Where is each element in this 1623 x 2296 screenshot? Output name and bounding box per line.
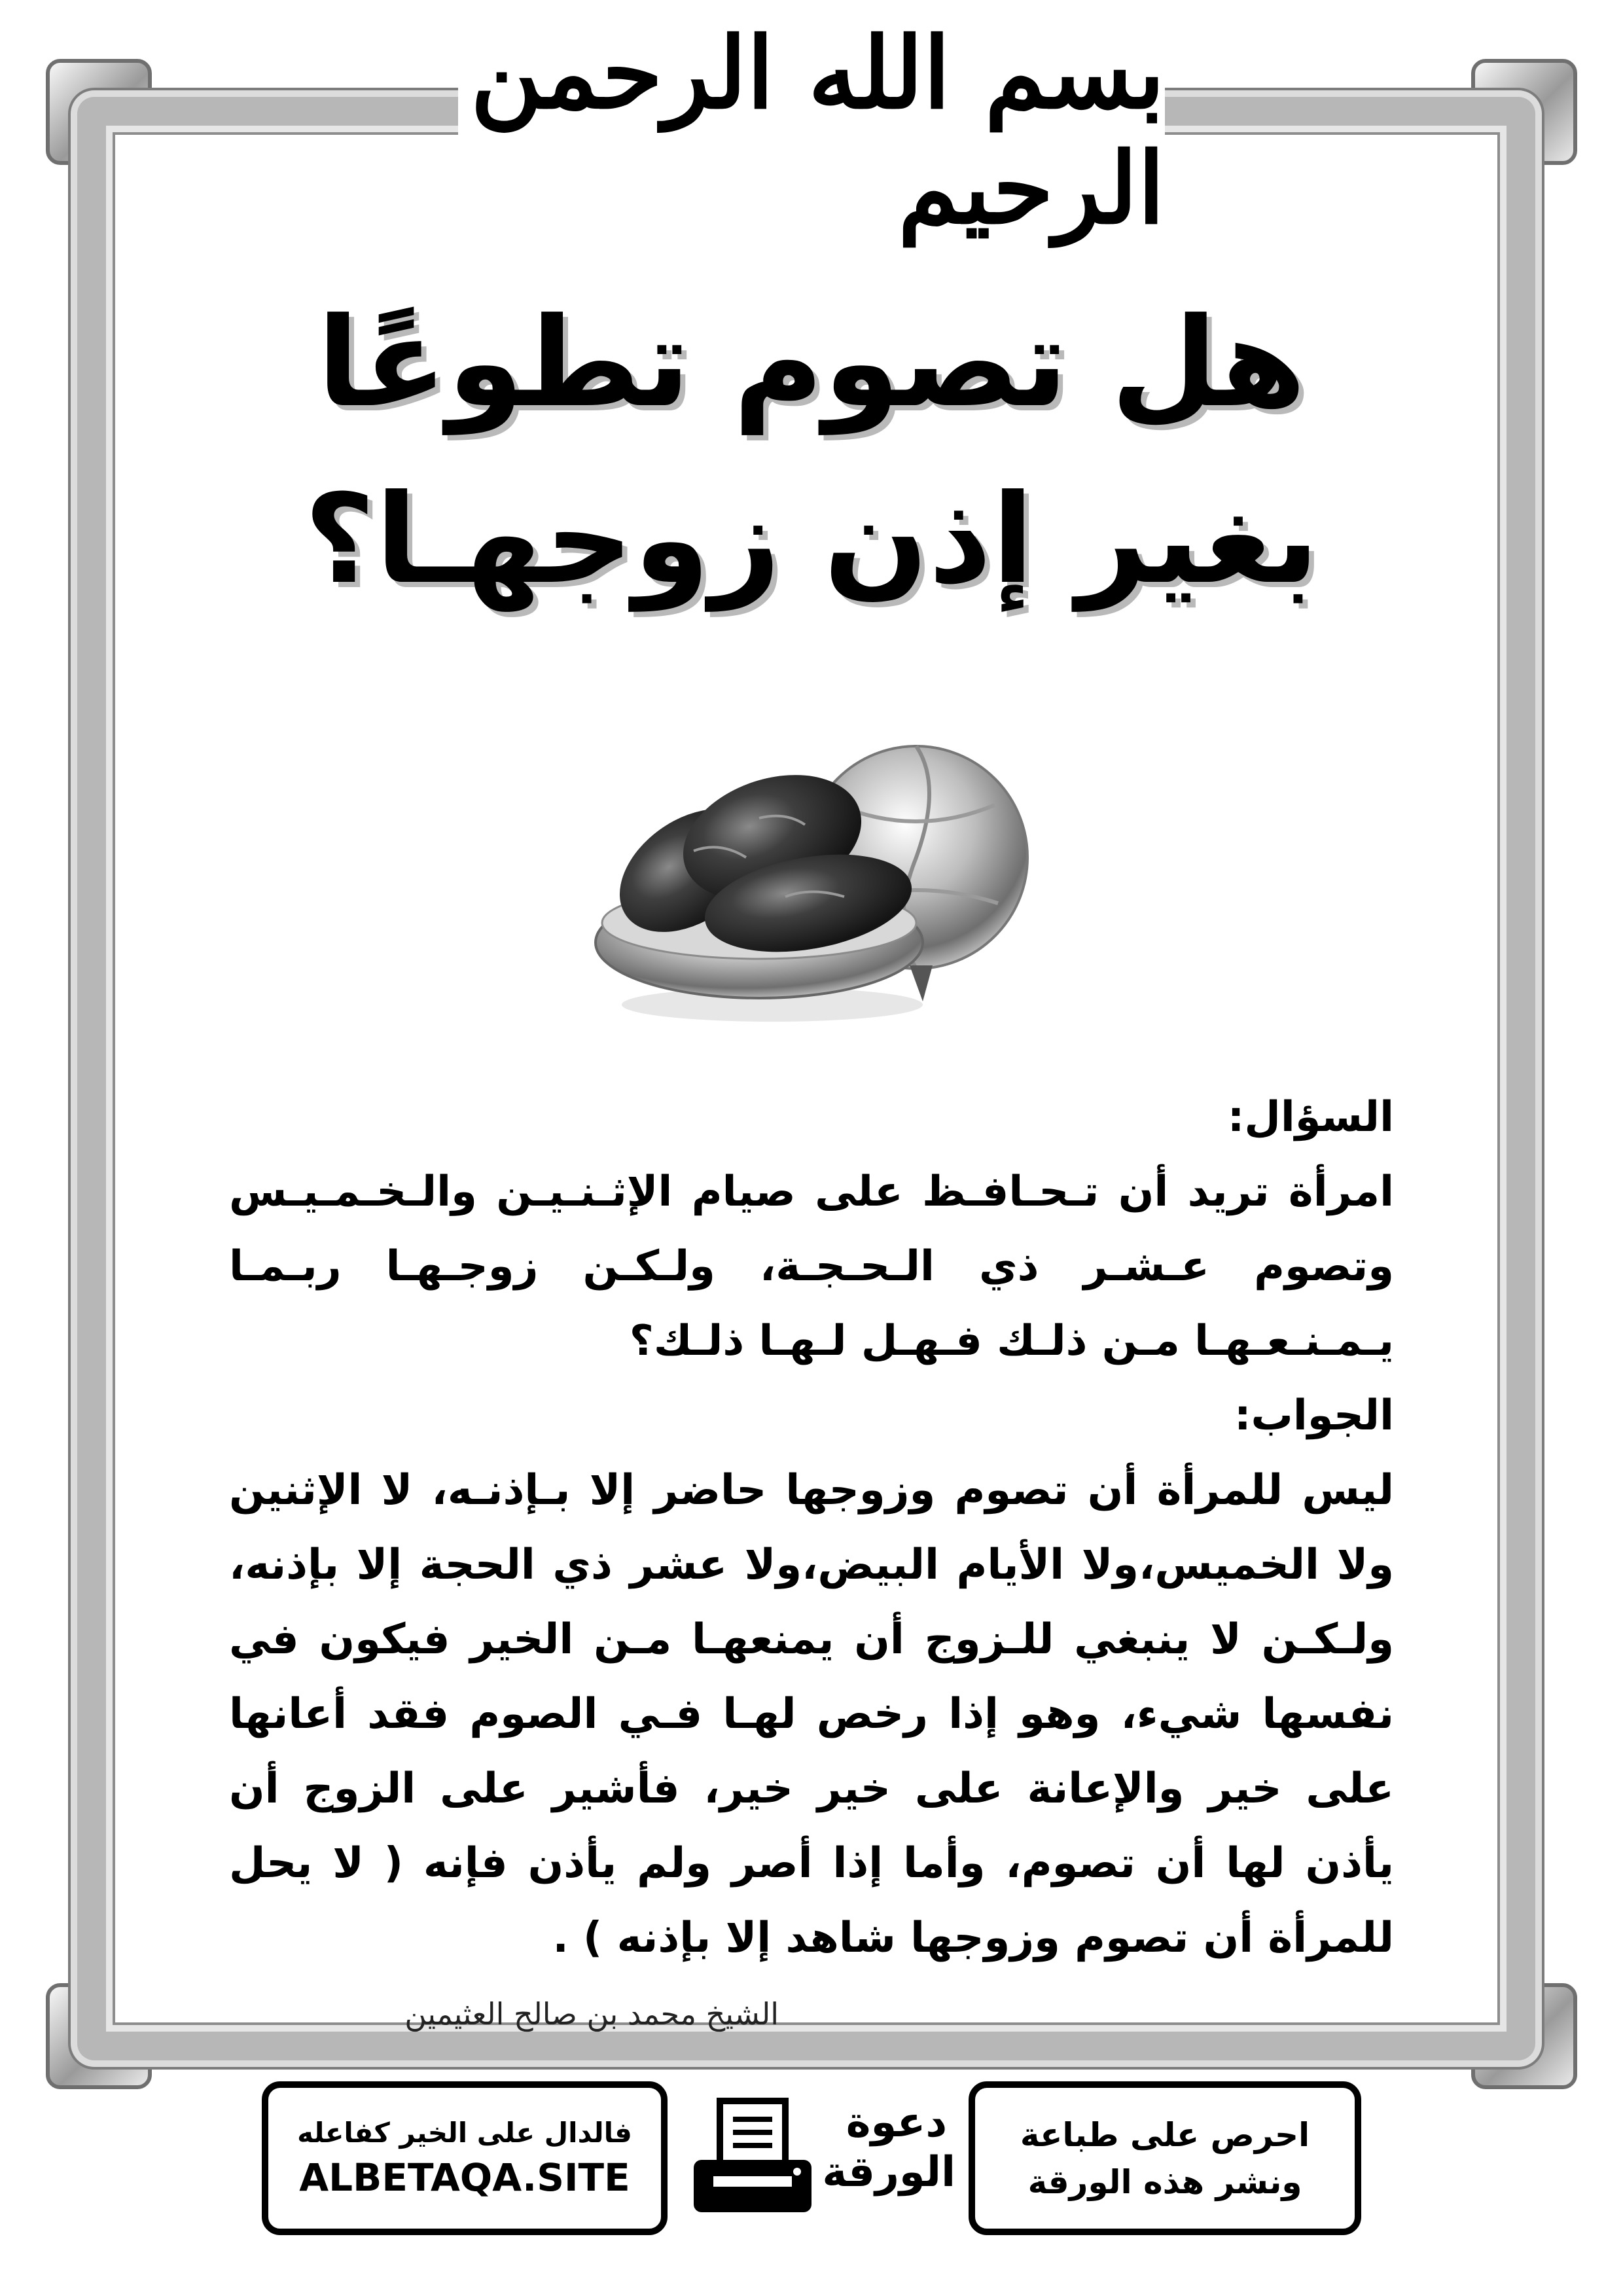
logo-line-2: الورقة: [822, 2148, 955, 2197]
answer-text: ليس للمرأة أن تصوم وزوجها حاضر إلا بـإذنـه، لا الإثنين ولا الخميس،ولا الأيام البيض،ولا عشر ذي الحجة إلا بإذنه، ولـكـن لا ينبغي للـزوج أن يمنعهـا مـن الخير فيكون في نفسها شيء، وهو إذا رخص لهـا فـي الصوم فقد أعانها على خير والإعانة على خير خير، فأشير على الزوج أن يأذن لها أن تصوم، وأما إذا أصر ولم يأذن فإنه ( لا يحل للمرأة أن تصوم وزوجها شاهد إلا بإذنه ) .: [229, 1466, 1394, 1962]
page-title: [196, 275, 1427, 628]
question-text: امرأة تريد أن تـحـافـظ على صيام الإثـنـيـن والـخـمـيـس وتصوم عـشـر ذي الـحـجـة، ولـكـن زوجـهـا ربـمـا يـمـنـعـهـا مـن ذلـك فـهـل لـهـا ذلـك؟: [229, 1168, 1394, 1365]
footer-print-note-box: [969, 2081, 1361, 2235]
answer-label: الجواب:: [1234, 1391, 1394, 1440]
question-label: السؤال:: [1227, 1093, 1394, 1141]
dawah-logo: [822, 2098, 955, 2222]
dates-bowl-image: [576, 707, 1047, 1034]
logo-line-1: دعوة: [846, 2098, 948, 2147]
printer-icon: [681, 2094, 825, 2225]
signature: الشيخ محمد بن صالح العثيمين: [404, 1996, 779, 2032]
footer-hadith-text: فالدال على الخير كفاعله: [297, 2117, 632, 2149]
dates-bowl-illustration: [576, 707, 1047, 1034]
footer-site-url: ALBETAQA.SITE: [299, 2155, 630, 2200]
printer-icon-svg: [681, 2094, 825, 2225]
title-line-1: هل تصوم تطوعًا: [317, 291, 1306, 435]
question-answer-content: [229, 1080, 1394, 1975]
title-line-2: بغير إذن زوجهـا؟: [304, 468, 1319, 611]
footer-banner: [262, 2081, 1361, 2235]
footer-website-box: [262, 2081, 668, 2235]
footer-print-note-1: احرص على طباعة: [1020, 2115, 1310, 2154]
basmala-calligraphy: بسم الله الرحمن الرحيم: [458, 26, 1165, 236]
footer-print-note-2: ونشر هذه الورقة: [1027, 2162, 1302, 2201]
